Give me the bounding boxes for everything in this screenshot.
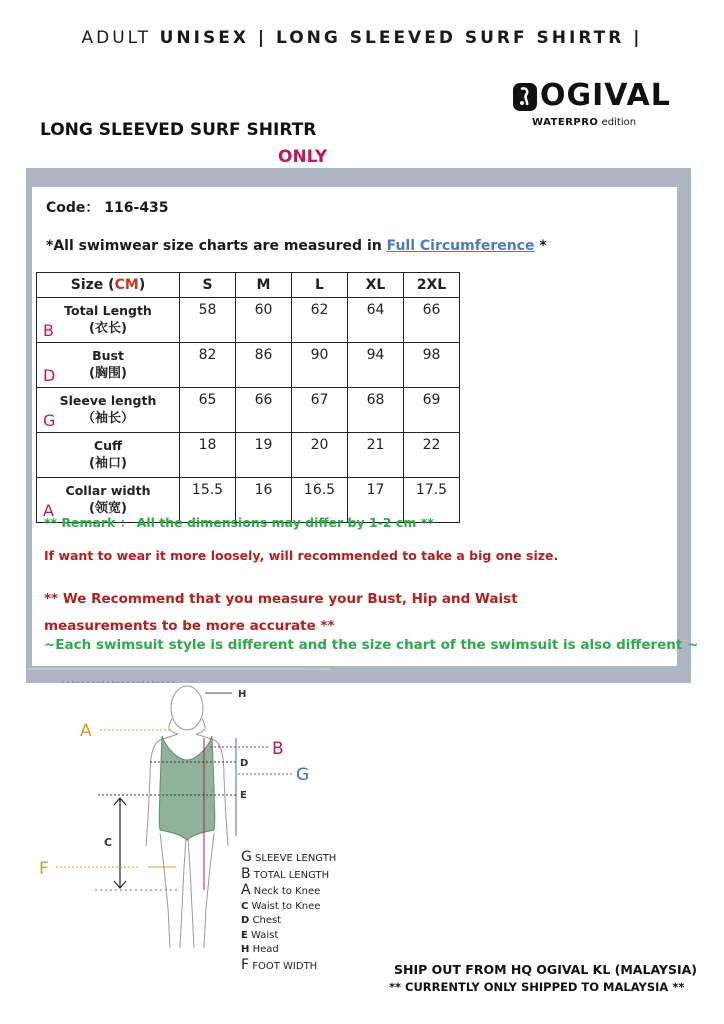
header-title: UNISEX | LONG SLEEVED SURF SHIRTR | (159, 28, 643, 48)
legend-text: Waist to Knee (251, 900, 321, 912)
table-row (37, 433, 460, 478)
product-title: LONG SLEEVED SURF SHIRTR (40, 120, 317, 140)
row-letter: D (43, 366, 56, 385)
legend-letter: D (241, 915, 250, 926)
table-row (37, 388, 460, 433)
size-header-close: ) (138, 277, 146, 293)
recommend-line-2: measurements to be more accurate ** (44, 618, 335, 634)
label-h: H (238, 689, 247, 700)
row-label-cn: (袖口) (89, 456, 127, 471)
measure-note-prefix: *All swimwear size charts are measured in (46, 238, 382, 254)
table-cell: 86 (236, 343, 292, 388)
label-a: A (80, 721, 92, 741)
legend-item (241, 900, 336, 915)
row-label-cn: （袖长） (81, 411, 134, 426)
product-code: Code： 116-435 (46, 200, 169, 216)
label-e: E (240, 790, 247, 801)
row-label-cn: (胸围) (89, 366, 127, 381)
size-col-2xl: 2XL (404, 273, 460, 298)
table-cell: 19 (236, 433, 292, 478)
table-cell: 64 (348, 298, 404, 343)
legend-item (241, 943, 336, 958)
size-col-xl: XL (348, 273, 404, 298)
table-cell: 67 (292, 388, 348, 433)
measure-note-suffix: * (539, 238, 547, 254)
row-label-cuff (37, 433, 180, 478)
size-table (36, 272, 460, 523)
row-label-cn: (领宽) (89, 501, 127, 516)
legend-letter: H (241, 944, 250, 955)
row-label-en: Total Length (64, 303, 152, 318)
table-cell: 60 (236, 298, 292, 343)
legend-letter: G (241, 849, 252, 865)
legend-text: SLEEVE LENGTH (255, 853, 337, 864)
size-table-header-row (37, 273, 460, 298)
remark-text: ** Remark ： All the dimensions may differ by 1-2 cm ** (44, 515, 434, 530)
size-header-cell (37, 273, 180, 298)
label-g: G (296, 765, 310, 785)
row-label-total-length (37, 298, 180, 343)
table-cell: 68 (348, 388, 404, 433)
shipping-origin: SHIP OUT FROM HQ OGIVAL KL (MALAYSIA) (394, 962, 698, 977)
table-cell: 15.5 (180, 478, 236, 523)
table-cell: 18 (180, 433, 236, 478)
row-label-cn: (衣长) (89, 321, 127, 336)
full-circumference-link[interactable]: Full Circumference (386, 238, 535, 254)
legend-text: TOTAL LENGTH (253, 869, 330, 881)
recommend-line-1: ** We Recommend that you measure your Bust, Hip and Waist (44, 591, 518, 607)
label-c: C (104, 836, 113, 849)
label-f: F (39, 859, 49, 879)
table-cell: 65 (180, 388, 236, 433)
table-cell: 17.5 (404, 478, 460, 523)
legend-item (241, 914, 336, 929)
legend-letter: F (241, 956, 250, 973)
legend-item (241, 958, 336, 975)
body-measurement-figure (0, 668, 400, 968)
table-cell: 22 (404, 433, 460, 478)
ogival-logo-icon (512, 82, 538, 112)
measurement-legend (241, 850, 336, 974)
label-b: B (272, 739, 284, 759)
size-header-unit: CM (114, 277, 139, 293)
size-header-label: Size ( (70, 277, 115, 293)
loose-fit-note: If want to wear it more loosely, will recommended to take a big one size. (44, 548, 559, 563)
brand-sub-rest: edition (601, 117, 637, 128)
row-label-sleeve-length (37, 388, 180, 433)
legend-letter: A (241, 882, 251, 898)
table-cell: 90 (292, 343, 348, 388)
brand-name: OGIVAL (540, 78, 671, 113)
legend-text: Neck to Knee (253, 886, 321, 897)
table-cell: 16.5 (292, 478, 348, 523)
swimsuit-shape (159, 736, 215, 840)
header-prefix: ADULT (81, 28, 152, 48)
legend-text: Waist (251, 929, 279, 941)
legend-text: FOOT WIDTH (252, 960, 318, 972)
row-label-en: Cuff (93, 438, 123, 453)
legend-item (241, 929, 336, 944)
legend-letter: C (241, 900, 249, 912)
style-difference-note: ~Each swimsuit style is different and the size chart of the swimsuit is also different ~ (44, 637, 699, 653)
row-letter: A (43, 501, 54, 520)
row-label-en: Sleeve length (59, 393, 157, 408)
page-header (0, 28, 724, 48)
brand-subtitle (532, 117, 636, 128)
row-label-en: Collar width (65, 483, 151, 498)
table-cell: 21 (348, 433, 404, 478)
only-label: ONLY (278, 147, 328, 167)
size-col-s: S (180, 273, 236, 298)
row-letter: G (43, 411, 56, 430)
table-cell: 20 (292, 433, 348, 478)
table-cell: 66 (404, 298, 460, 343)
legend-item (241, 867, 336, 884)
row-letter: B (43, 321, 54, 340)
table-cell: 66 (236, 388, 292, 433)
row-label-bust (37, 343, 180, 388)
table-cell: 16 (236, 478, 292, 523)
legend-item (241, 850, 336, 867)
recommend-note (44, 586, 604, 640)
table-cell: 58 (180, 298, 236, 343)
size-col-l: L (292, 273, 348, 298)
table-cell: 98 (404, 343, 460, 388)
table-row (37, 298, 460, 343)
label-d: D (240, 758, 249, 769)
table-cell: 62 (292, 298, 348, 343)
legend-text: Head (252, 944, 279, 955)
brand-sub-bold: WATERPRO (532, 117, 599, 128)
table-cell: 82 (180, 343, 236, 388)
legend-text: Chest (252, 915, 282, 926)
legend-item (241, 883, 336, 900)
table-row (37, 343, 460, 388)
shipping-region-note: ** CURRENTLY ONLY SHIPPED TO MALAYSIA ** (389, 980, 685, 994)
row-label-en: Bust (92, 348, 124, 363)
legend-letter: E (241, 929, 248, 941)
table-cell: 17 (348, 478, 404, 523)
table-cell: 69 (404, 388, 460, 433)
table-cell: 94 (348, 343, 404, 388)
measure-note (46, 238, 547, 254)
legend-letter: B (241, 865, 251, 882)
size-col-m: M (236, 273, 292, 298)
